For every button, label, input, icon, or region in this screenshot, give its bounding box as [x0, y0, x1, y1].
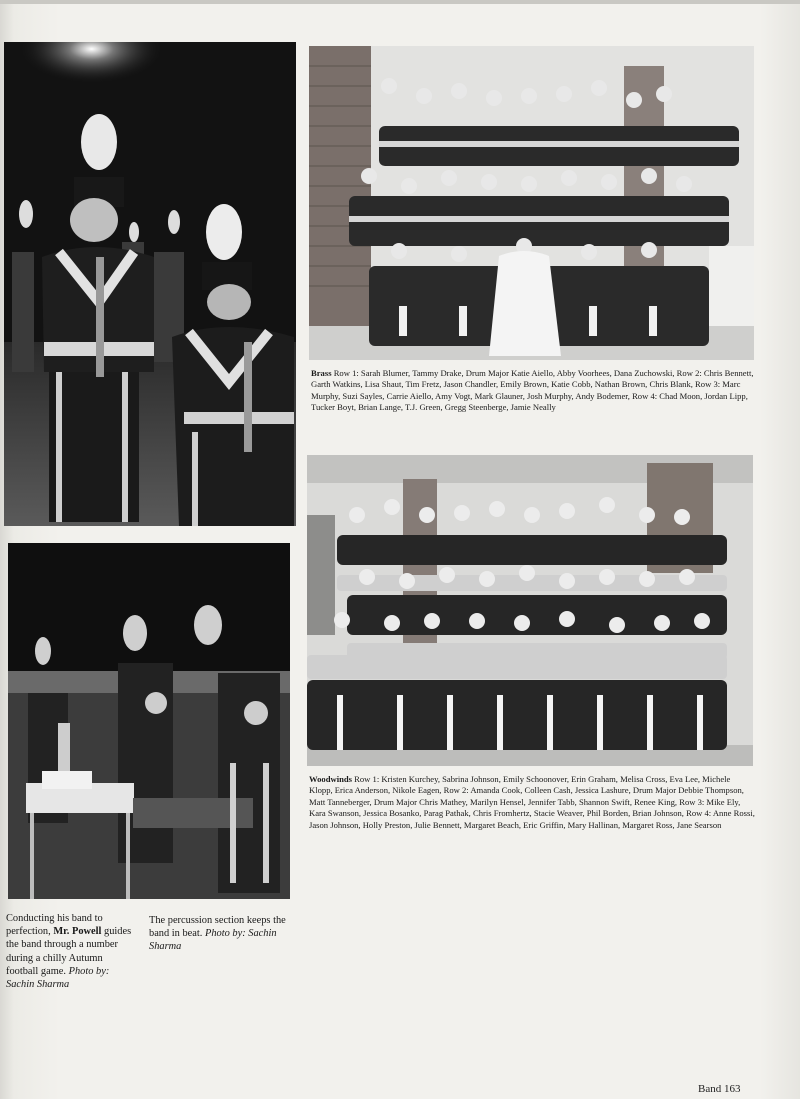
caption-brass-text: Row 1: Sarah Blumer, Tammy Drake, Drum Major Katie Aiello, Abby Voorhees, Dana Zuchowski, Row 2: Chris Bennett, Garth Watkins, Lisa Shaut, Tim Fretz, Jason Chandler, Emily Brown, Katie Cobb, Nathan Brown, Chris Blank, Row 3: Marc Murphy, Suzi Sayles, Carrie Aiello, Amy Vogt, Mark Glauner, Josh Murphy, Andy Bodemer, Row 4: Chad Moon, Jordan Lipp, Tucker Boyt, Brian Lange, T.J. Green, Gregg Steenberge, Jamie Neally: [311, 368, 754, 413]
caption-percussion: [149, 914, 291, 954]
caption-woodwinds-text: Row 1: Kristen Kurchey, Sabrina Johnson, Emily Schoonover, Erin Graham, Melisa Cross, Eva Lee, Michele Klopp, Erica Anderson, Nikole Eagen, Row 2: Amanda Cook, Colleen Cash, Jessica Lashure, Drum Major Debbie Thompson, Matt Tanneberger, Drum Major Chris Mathey, Marilyn Hensel, Jennifer Tabb, Shannon Swift, Renee King, Row 3: Mike Ely, Kara Swanson, Jessica Bosanko, Parag Pathak, Chris Fromhertz, Stacie Weaver, Phil Borden, Brian Johnson, Row 4: Anne Rossi, Jason Johnson, Holly Preston, Julie Bennett, Margaret Beach, Eric Griffin, Mary Hallinan, Margaret Ross, Jane Searson: [309, 774, 755, 830]
caption-conductor-after: guides the band through a number during a chilly Autumn football game.: [6, 926, 132, 977]
photo-woodwinds-image: [307, 455, 753, 766]
caption-percussion-credit: Photo by: Sachin Sharma: [149, 928, 277, 953]
caption-brass-label: Brass: [311, 368, 332, 378]
caption-woodwinds: [309, 774, 755, 831]
photo-brass-section: [309, 46, 754, 360]
photo-woodwinds-section: [307, 455, 753, 766]
caption-conductor-credit: Photo by: Sachin Sharma: [6, 965, 110, 991]
caption-woodwinds-label: Woodwinds: [309, 774, 352, 784]
photo-percussion-image: [8, 543, 290, 899]
caption-percussion-text: The percussion section keeps the band in beat.: [149, 915, 286, 940]
photo-brass-image: [309, 46, 754, 360]
page-folio: Band 163: [698, 1083, 741, 1095]
photo-conductor: [4, 42, 296, 526]
caption-conductor-name: Mr. Powell: [53, 926, 102, 938]
page-top-edge: [0, 0, 800, 4]
caption-brass: [311, 368, 757, 414]
caption-conductor: [6, 912, 136, 991]
photo-conductor-image: [4, 42, 296, 526]
caption-conductor-before: Conducting his band to perfection,: [6, 913, 103, 938]
photo-percussion: [8, 543, 290, 899]
